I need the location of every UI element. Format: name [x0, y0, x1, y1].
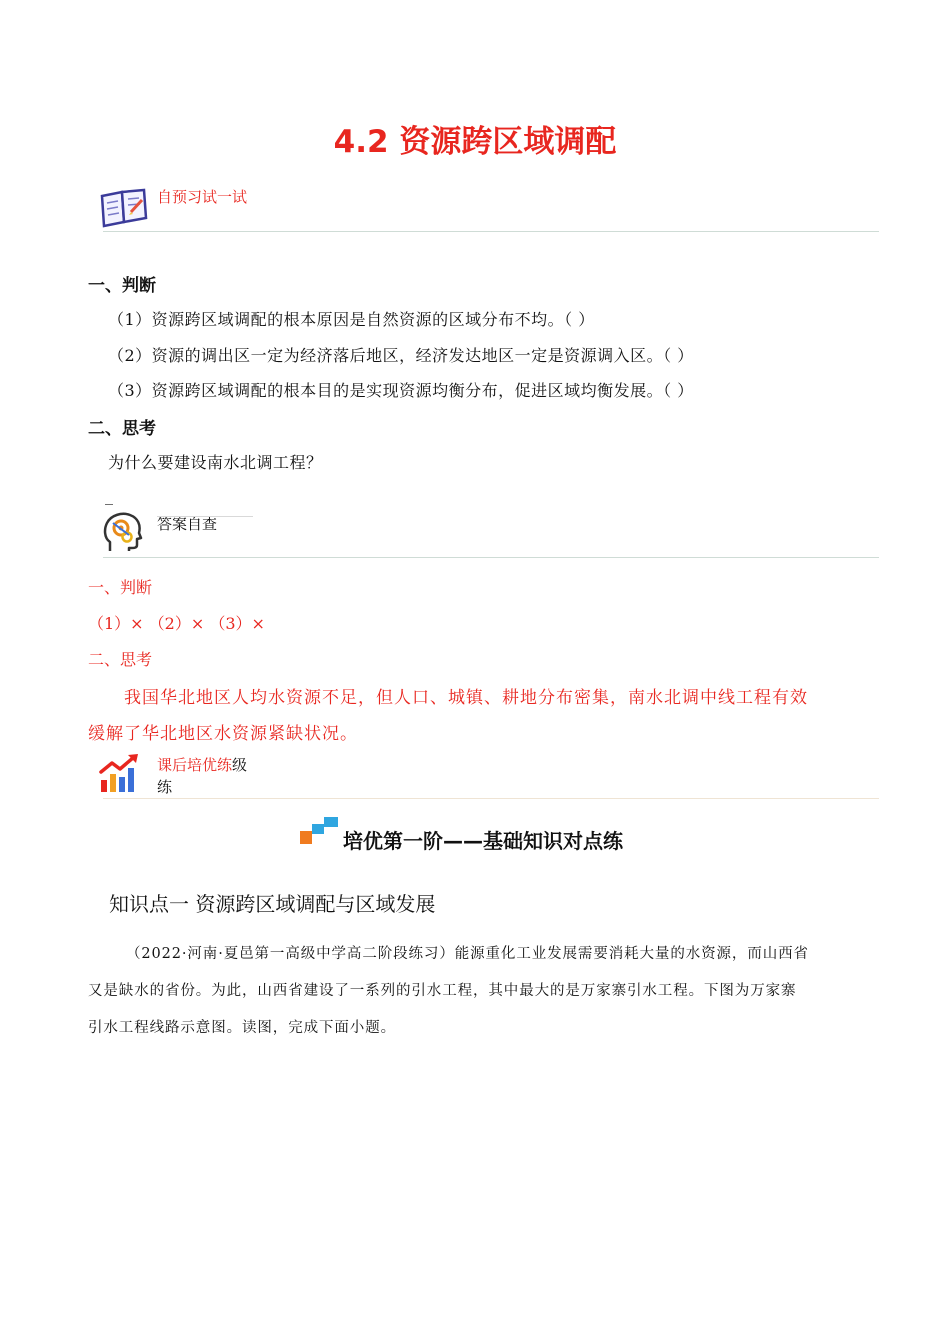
level-banner-title: 培优第一阶——基础知识对点练 [343, 829, 623, 853]
knowledge-point-heading: 知识点一 资源跨区域调配与区域发展 [109, 892, 436, 916]
section-divider [103, 231, 879, 232]
answer-judge-values: （1）× （2）× （3）× [88, 614, 265, 633]
section-divider [103, 557, 879, 558]
answer-judge-heading: 一、判断 [88, 578, 153, 597]
answer-think-heading: 二、思考 [88, 650, 153, 669]
think-heading: 二、思考 [88, 419, 156, 439]
section-label-practice-line-2: 练 [157, 778, 173, 796]
answer-think-line-1: 我国华北地区人均水资源不足，但人口、城镇、耕地分布密集，南水北调中线工程有效 [124, 688, 808, 708]
passage-line-2: 又是缺水的省份。为此，山西省建设了一系列的引水工程，其中最大的是万家寨引水工程。下图为万家寨 [88, 983, 797, 999]
section-divider [103, 798, 879, 799]
passage-line-1: （2022·河南·夏邑第一高级中学高二阶段练习）能源重化工业发展需要消耗大量的水资源，而山西省 [126, 946, 809, 962]
growth-chart-icon [98, 752, 144, 794]
steps-icon [298, 815, 342, 847]
section-label-underline [157, 516, 253, 517]
section-label-preview: 自预习试一试 [157, 188, 248, 206]
answer-think-line-2: 缓解了华北地区水资源紧缺状况。 [88, 724, 358, 744]
open-book-icon [98, 186, 150, 228]
passage-line-3: 引水工程线路示意图。读图，完成下面小题。 [88, 1020, 396, 1036]
section-label-practice [157, 754, 247, 775]
page-title: 4.2 资源跨区域调配 [333, 124, 617, 160]
section-label-answers: 答案自查 [157, 515, 218, 533]
think-question: 为什么要建设南水北调工程？ [108, 453, 323, 472]
judge-heading: 一、判断 [88, 276, 156, 296]
section-label-practice-red: 课后培优练 [157, 756, 233, 774]
answer-blank: _ [105, 486, 114, 505]
head-gears-icon [102, 511, 144, 555]
judge-item-3: （3）资源跨区域调配的根本目的是实现资源均衡分布，促进区域均衡发展。（ ） [108, 381, 694, 400]
judge-item-2: （2）资源的调出区一定为经济落后地区，经济发达地区一定是资源调入区。（ ） [108, 346, 694, 365]
section-label-practice-black: 级 [232, 756, 248, 774]
judge-item-1: （1）资源跨区域调配的根本原因是自然资源的区域分布不均。（ ） [108, 310, 595, 329]
